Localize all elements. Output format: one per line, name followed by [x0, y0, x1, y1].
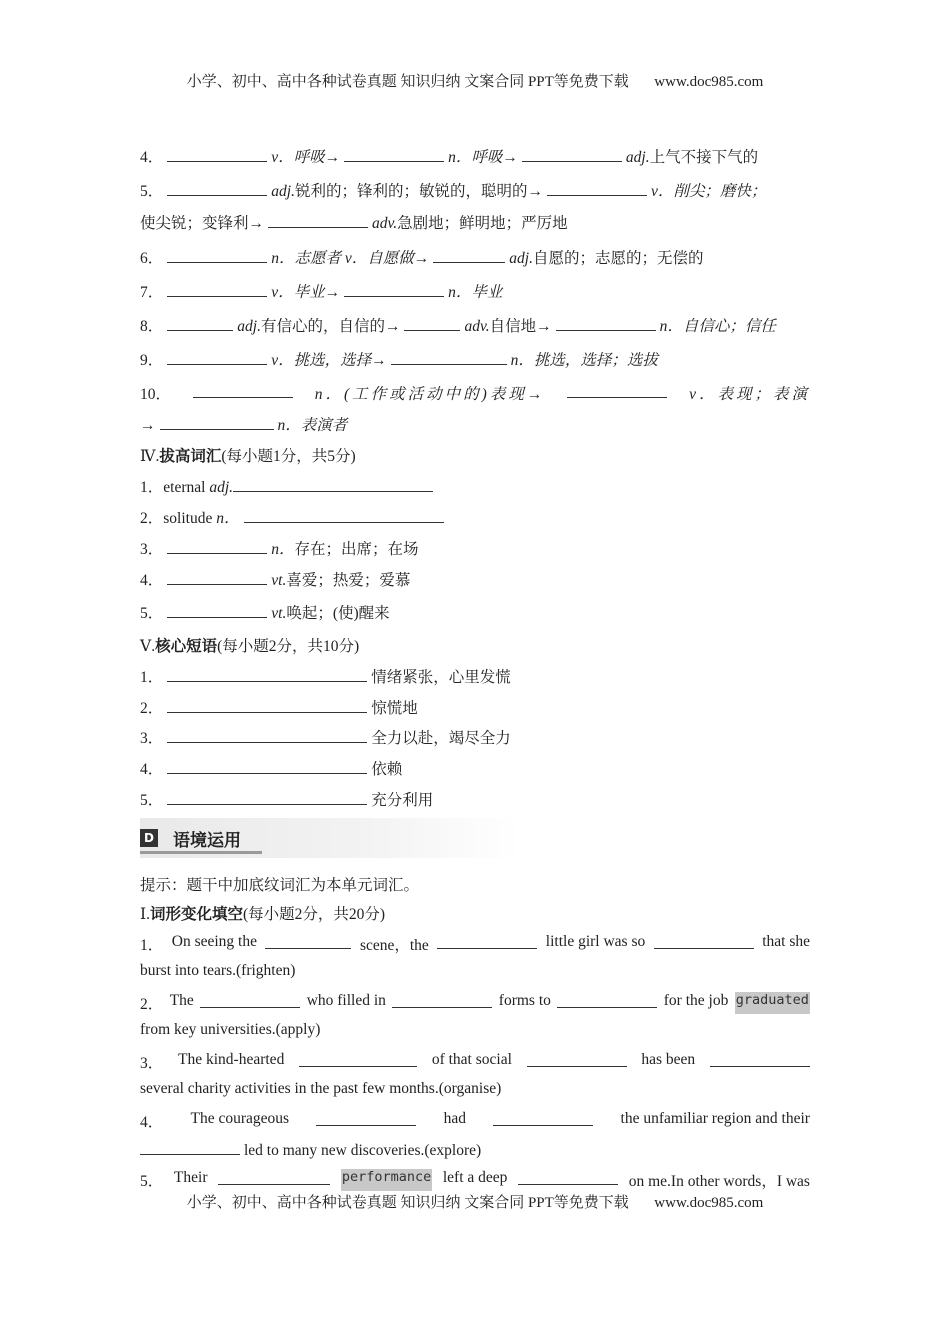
section-title: 语境运用 [173, 831, 241, 851]
part4-item-2: 2．solitude n． [140, 506, 448, 528]
part1-title: Ⅰ.词形变化填空(每小题2分，共20分) [140, 906, 386, 923]
part5-item-3: 3． 全力以赴，竭尽全力 [140, 726, 511, 748]
part1-q5: 5． Their performance left a deep on me.In other words，I was [140, 1169, 810, 1190]
part1-q3: 3． The kind-hearted of that social has been [140, 1051, 810, 1073]
part5-item-5: 5． 充分利用 [140, 788, 433, 810]
part5-item-1: 1． 情绪紧张，心里发慌 [140, 665, 511, 687]
q3-6: 6． n．志愿者 v．自愿做→ adj.自愿的；志愿的；无偿的 [140, 246, 703, 268]
part1-q4-cont: led to many new discoveries.(explore) [140, 1139, 481, 1160]
part1-q3-cont: several charity activities in the past few months.(organise) [140, 1080, 502, 1097]
part4-item-4: 4． vt.喜爱；热爱；爱慕 [140, 568, 410, 590]
tip-text: 提示：题干中加底纹词汇为本单元词汇。 [140, 877, 420, 894]
part1-q4: 4． The courageous had the unfamiliar region and their [140, 1110, 810, 1131]
footer-url: www.doc985.com [654, 1195, 764, 1211]
q3-10-cont: → n．表演者 [140, 413, 347, 435]
page-footer [0, 1191, 950, 1212]
part4-item-5: 5． vt.唤起；(使)醒来 [140, 601, 390, 623]
q3-5-cont: 使尖锐；变锋利→ adv.急剧地；鲜明地；严厉地 [140, 211, 568, 233]
q3-5: 5． adj.锐利的；锋利的；敏锐的，聪明的→ v．削尖；磨快； [140, 179, 766, 201]
header-text: 小学、初中、高中各种试卷真题 知识归纳 文案合同 PPT等免费下载 [186, 74, 629, 90]
part4-item-3: 3． n．存在；出席；在场 [140, 537, 419, 559]
q3-7: 7． v．毕业→ n．毕业 [140, 280, 502, 302]
part1-q2: 2． The who filled in forms to for the job graduated [140, 992, 809, 1013]
part1-q1-cont: burst into tears.(frighten) [140, 962, 296, 979]
q3-8: 8． adj.有信心的，自信的→ adv.自信地→ n．自信心；信任 [140, 314, 776, 336]
page-header [0, 70, 950, 91]
part5-item-4: 4． 依赖 [140, 757, 402, 779]
header-url: www.doc985.com [654, 74, 764, 90]
footer-text: 小学、初中、高中各种试卷真题 知识归纳 文案合同 PPT等免费下载 [186, 1195, 629, 1211]
part1-q2-cont: from key universities.(apply) [140, 1021, 321, 1038]
q3-4: 4． v．呼吸→ n．呼吸→ adj.上气不接下气的 [140, 145, 758, 167]
section-icon: D [140, 829, 158, 847]
section-underline [140, 851, 262, 854]
q3-10: 10． n．(工作或活动中的)表现→ v．表现；表演 [140, 382, 810, 404]
part1-q1: 1． On seeing the scene，the little girl was so that she [140, 933, 810, 954]
part5-title: Ⅴ.核心短语(每小题2分，共10分) [140, 638, 360, 655]
part4-item-1: 1．eternal adj. [140, 475, 437, 497]
part4-title: Ⅳ.拔高词汇(每小题1分，共5分) [140, 448, 356, 465]
part5-item-2: 2． 惊慌地 [140, 696, 418, 718]
q3-9: 9． v．挑选，选择→ n．挑选，选择；选拔 [140, 348, 658, 370]
